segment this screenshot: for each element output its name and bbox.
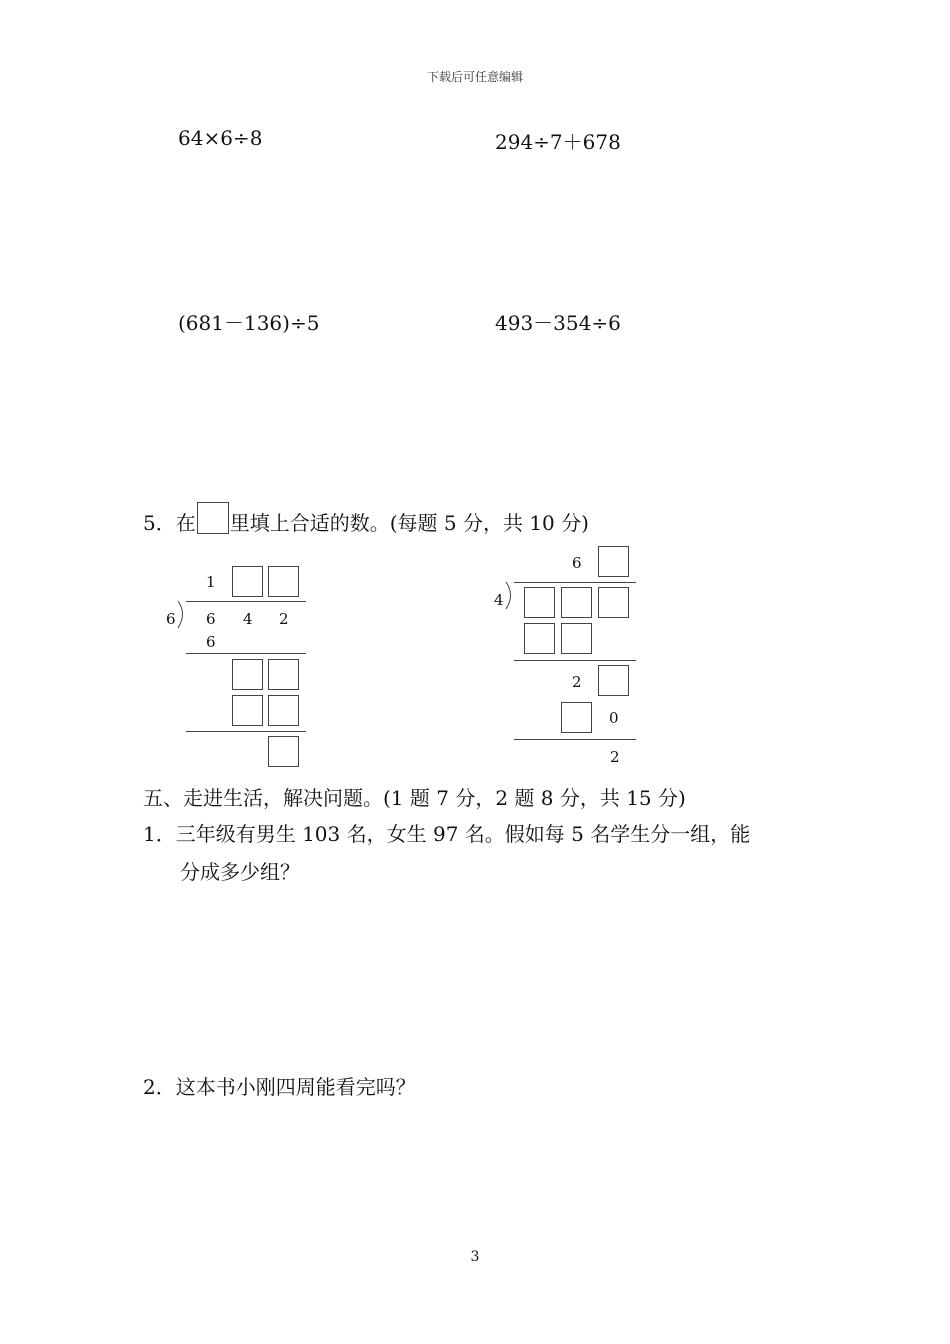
quotient-box[interactable] bbox=[232, 566, 263, 597]
expression-3: (681－136)÷5 bbox=[178, 311, 320, 335]
page-number: 3 bbox=[470, 1249, 480, 1265]
quotient-box[interactable] bbox=[598, 546, 629, 577]
remainder-digit: 2 bbox=[610, 748, 620, 766]
step-line bbox=[186, 653, 306, 654]
divisor: 4 bbox=[494, 591, 504, 609]
expression-1: 64×6÷8 bbox=[178, 126, 263, 150]
expression-2: 294÷7＋678 bbox=[495, 130, 621, 154]
step-box[interactable] bbox=[561, 702, 592, 733]
page-header: 下载后可任意编辑 bbox=[426, 70, 523, 84]
division-bar bbox=[514, 582, 636, 583]
problem-1-line-2: 分成多少组？ bbox=[180, 860, 300, 884]
step-digit: 6 bbox=[206, 633, 216, 651]
quotient-digit: 6 bbox=[572, 554, 582, 572]
division-bar bbox=[186, 601, 306, 602]
dividend-digit: 6 bbox=[206, 610, 216, 628]
step-box[interactable] bbox=[232, 695, 263, 726]
question-5-suffix: 里填上合适的数。(每题 5 分，共 10 分) bbox=[229, 511, 589, 535]
quotient-digit: 1 bbox=[206, 573, 216, 591]
step-box[interactable] bbox=[268, 695, 299, 726]
division-bracket-icon bbox=[504, 581, 518, 611]
dividend-digit: 4 bbox=[243, 610, 253, 628]
expression-4: 493－354÷6 bbox=[495, 311, 621, 335]
answer-box-icon bbox=[197, 502, 229, 534]
step-box[interactable] bbox=[524, 623, 555, 654]
step-line bbox=[186, 731, 306, 732]
dividend-box[interactable] bbox=[524, 587, 555, 618]
divisor: 6 bbox=[166, 610, 176, 628]
dividend-box[interactable] bbox=[598, 587, 629, 618]
problem-1-line-1: 1．三年级有男生 103 名，女生 97 名。假如每 5 名学生分一组，能 bbox=[143, 822, 751, 846]
step-box[interactable] bbox=[232, 659, 263, 690]
question-5-prefix: 5．在 bbox=[143, 511, 196, 535]
remainder-box[interactable] bbox=[268, 736, 299, 767]
division-bracket-icon bbox=[176, 600, 190, 630]
step-box[interactable] bbox=[598, 665, 629, 696]
problem-2: 2．这本书小刚四周能看完吗？ bbox=[143, 1075, 416, 1099]
step-digit: 0 bbox=[609, 709, 619, 727]
dividend-box[interactable] bbox=[561, 587, 592, 618]
step-line bbox=[514, 660, 636, 661]
dividend-digit: 2 bbox=[279, 610, 289, 628]
step-box[interactable] bbox=[268, 659, 299, 690]
quotient-box[interactable] bbox=[268, 566, 299, 597]
step-box[interactable] bbox=[561, 623, 592, 654]
step-digit: 2 bbox=[572, 673, 582, 691]
section-5-title: 五、走进生活，解决问题。(1 题 7 分，2 题 8 分，共 15 分) bbox=[143, 786, 686, 810]
step-line bbox=[514, 739, 636, 740]
question-5-heading bbox=[143, 502, 589, 536]
